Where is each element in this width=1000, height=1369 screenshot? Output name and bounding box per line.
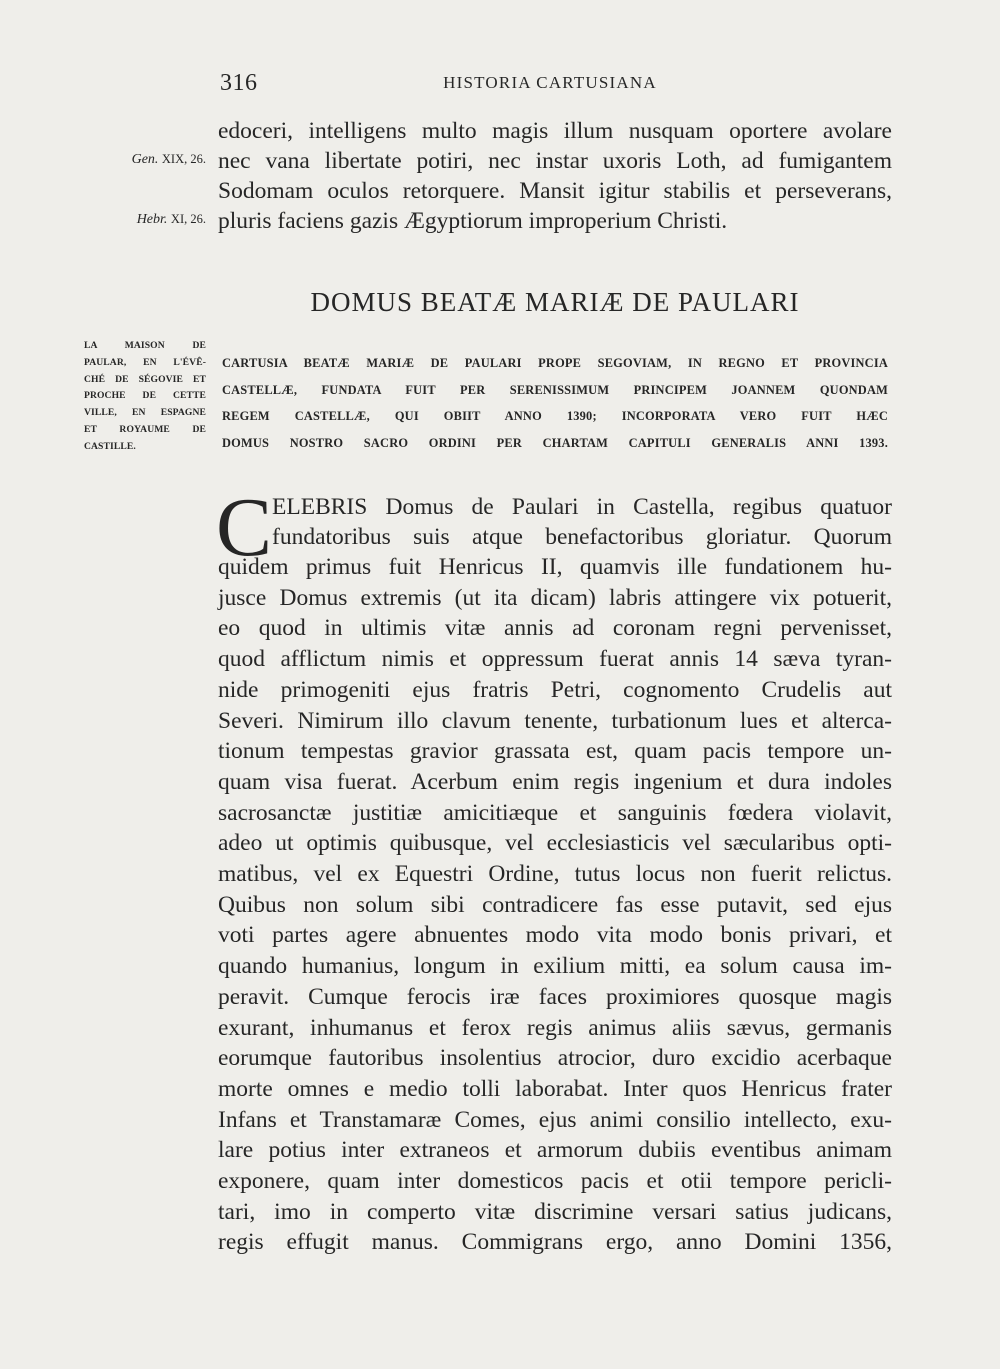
text-line: nide primogeniti ejus fratris Petri, cognomento Crudelis aut	[218, 676, 892, 703]
text-line: quidem primus fuit Henricus II, quamvis ille fundationem hu-	[218, 554, 892, 580]
running-title: HISTORIA CARTUSIANA	[443, 73, 657, 92]
margin-note-line: CASTILLE.	[84, 440, 136, 452]
summary-line: REGEM CASTELLÆ, QUI OBIIT ANNO 1390; INCORPORATA VERO FUIT HÆC	[222, 409, 888, 423]
text-line: morte omnes e medio tolli laborabat. Inter quos Henricus frater	[218, 1075, 892, 1102]
text-line: Infans et Transtamaræ Comes, ejus animi consilio intellecto, exu-	[218, 1106, 892, 1133]
text-line: lare potius inter extraneos et armorum dubiis eventibus animam	[218, 1137, 892, 1164]
text-line: adeo ut optimis quibusque, vel ecclesiasticis vel sæcularibus opti-	[218, 830, 892, 857]
text-line: Sodomam oculos retorquere. Mansit igitur stabilis et perseverans,	[218, 178, 892, 204]
margin-reference-verse: XI, 26.	[170, 212, 206, 226]
margin-note-line: PAULAR, EN L'ÉVÊ-	[84, 356, 206, 368]
summary-line: CASTELLÆ, FUNDATA FUIT PER SERENISSIMUM PRINCIPEM JOANNEM QUONDAM	[222, 382, 888, 397]
summary-line: CARTUSIA BEATÆ MARIÆ DE PAULARI PROPE SEGOVIAM, IN REGNO ET PROVINCIA	[222, 356, 888, 370]
margin-reference-verse: XIX, 26.	[161, 152, 206, 166]
drop-capital: C	[216, 481, 273, 574]
text-line: eorumque fautoribus insolentius atrocior, duro excidio acerbaque	[218, 1045, 892, 1072]
text-line: pluris faciens gazis Ægyptiorum improperium Christi.	[218, 208, 728, 234]
text-line: voti partes agere abnuentes modo vita modo bonis privari, et	[218, 922, 892, 949]
section-title: DOMUS BEATÆ MARIÆ DE PAULARI	[310, 287, 800, 317]
text-line: regis effugit manus. Commigrans ergo, anno Domini 1356,	[218, 1229, 892, 1256]
margin-note-line: VILLE, EN ESPAGNE	[84, 407, 206, 419]
text-line: ELEBRIS Domus de Paulari in Castella, regibus quatuor	[272, 494, 892, 520]
text-line: exponere, quam inter domesticos pacis et otii tempore pericli-	[218, 1168, 892, 1194]
margin-reference-genesis	[96, 152, 206, 168]
text-line: edoceri, intelligens multo magis illum nusquam oportere avolare	[218, 118, 892, 144]
text-line: sacrosanctæ justitiæ amicitiæque et sanguinis fœdera violavit,	[218, 799, 892, 826]
text-line: nec vana libertate potiri, nec instar uxoris Loth, ad fumigantem	[218, 148, 892, 174]
text-line: fundatoribus suis atque benefactoribus gloriatur. Quorum	[272, 524, 892, 550]
margin-reference-book: Gen.	[131, 152, 159, 167]
margin-note-line: LA MAISON DE	[84, 340, 206, 351]
text-line: quando humanius, longum in exilium mitti, ea solum causa im-	[218, 953, 892, 980]
page-number: 316	[220, 70, 258, 96]
margin-note-line: CHÉ DE SÉGOVIE ET	[84, 373, 206, 385]
margin-note-french	[84, 338, 206, 456]
section-summary	[222, 350, 888, 456]
text-line: tari, imo in comperto vitæ discrimine versari satius judicans,	[218, 1198, 892, 1225]
text-line: quod afflictum nimis et oppressum fuerat annis 14 sæva tyran-	[218, 646, 892, 673]
text-line: tionum tempestas gravior grassata est, quam pacis tempore un-	[218, 738, 892, 765]
text-line: matibus, vel ex Equestri Ordine, tutus locus non fuerit relictus.	[218, 861, 892, 887]
text-line: quam visa fuerat. Acerbum enim regis ingenium et dura indoles	[218, 768, 892, 795]
text-line: exurant, inhumanus et ferox regis animus aliis sævus, germanis	[218, 1014, 892, 1041]
text-line: Quibus non solum sibi contradicere fas esse putavit, sed ejus	[218, 891, 892, 918]
margin-reference-hebrews	[96, 212, 206, 228]
text-line: Severi. Nimirum illo clavum tenente, turbationum lues et alterca-	[218, 707, 892, 734]
margin-note-line: PROCHE DE CETTE	[84, 390, 206, 402]
margin-note-line: ET ROYAUME DE	[84, 423, 206, 435]
text-line: jusce Domus extremis (ut ita dicam) labris attingere vix potuerit,	[218, 584, 892, 611]
text-line: peravit. Cumque ferocis iræ faces proximiores quosque magis	[218, 983, 892, 1010]
text-line: eo quod in ultimis vitæ annis ad coronam regni pervenisset,	[218, 615, 892, 642]
running-header	[220, 70, 890, 100]
margin-reference-book: Hebr.	[136, 212, 168, 227]
summary-line: DOMUS NOSTRO SACRO ORDINI PER CHARTAM CAPITULI GENERALIS ANNI 1393.	[222, 435, 888, 450]
